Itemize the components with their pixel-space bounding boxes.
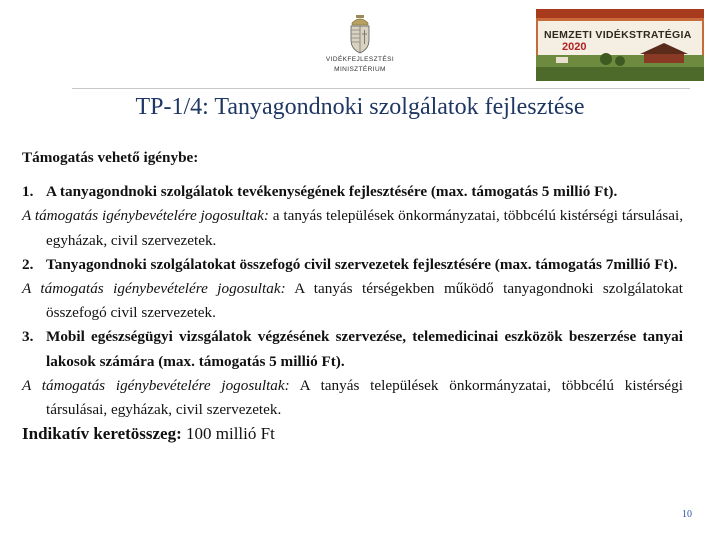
eligibility-text: A tanyás térségekben működő tanyagondnoki szolgálatokat összefogó civil szervezetek. (46, 280, 683, 322)
list-item-number: 3. (22, 328, 34, 346)
coat-of-arms-icon (347, 14, 373, 54)
list-item-number: 1. (22, 183, 34, 201)
spacer (22, 170, 683, 180)
eligibility-label: A támogatás igénybevételére jogosultak: (22, 376, 290, 394)
main-content (22, 146, 683, 446)
ministry-name-line2: MINISZTÉRIUM (334, 66, 386, 73)
list-item-text: Tanyagondnoki szolgálatokat összefogó civil szervezetek fejlesztésére (max. támogatás 7millió Ft). (46, 255, 678, 273)
strategy-banner (536, 9, 704, 81)
banner-title: NEMZETI VIDÉKSTRATÉGIA (544, 29, 692, 41)
page-number: 10 (682, 509, 692, 520)
eligibility-label: A támogatás igénybevételére jogosultak: (22, 207, 269, 225)
list-item-1 (22, 180, 683, 204)
eligibility-1 (22, 204, 683, 252)
eligibility-label: A támogatás igénybevételére jogosultak: (22, 280, 286, 298)
eligibility-2 (22, 277, 683, 325)
list-item-text: Mobil egészségügyi vizsgálatok végzésének szervezése, telemedicinai eszközök beszerzése tanyai lakosok számára (max. támogatás 5 millió Ft). (46, 328, 683, 370)
list-item-number: 2. (22, 255, 34, 273)
budget-value: 100 millió Ft (186, 424, 275, 444)
header-divider (72, 88, 690, 89)
ministry-name-line1: VIDÉKFEJLESZTÉSI (325, 56, 395, 63)
budget-label: Indikatív keretösszeg: (22, 424, 182, 444)
list-item-text: A tanyagondnoki szolgálatok tevékenységének fejlesztésére (max. támogatás 5 millió Ft). (46, 183, 618, 201)
list-item-2 (22, 253, 683, 277)
list-item-3 (22, 325, 683, 373)
eligibility-text: A tanyás települések önkormányzatai, többcélú kistérségi társulásai, egyházak, civil szervezetek. (46, 376, 683, 419)
banner-year: 2020 (562, 41, 587, 53)
ministry-logo (322, 14, 398, 74)
budget-line (22, 422, 683, 446)
intro-text: Támogatás vehető igénybe: (22, 149, 199, 166)
eligibility-3 (22, 374, 683, 422)
page-title: TP-1/4: Tanyagondnoki szolgálatok fejlesztése (135, 94, 585, 120)
eligibility-text: a tanyás települések önkormányzatai, többcélú kistérségi társulásai, egyházak, civil szervezetek. (46, 207, 684, 249)
